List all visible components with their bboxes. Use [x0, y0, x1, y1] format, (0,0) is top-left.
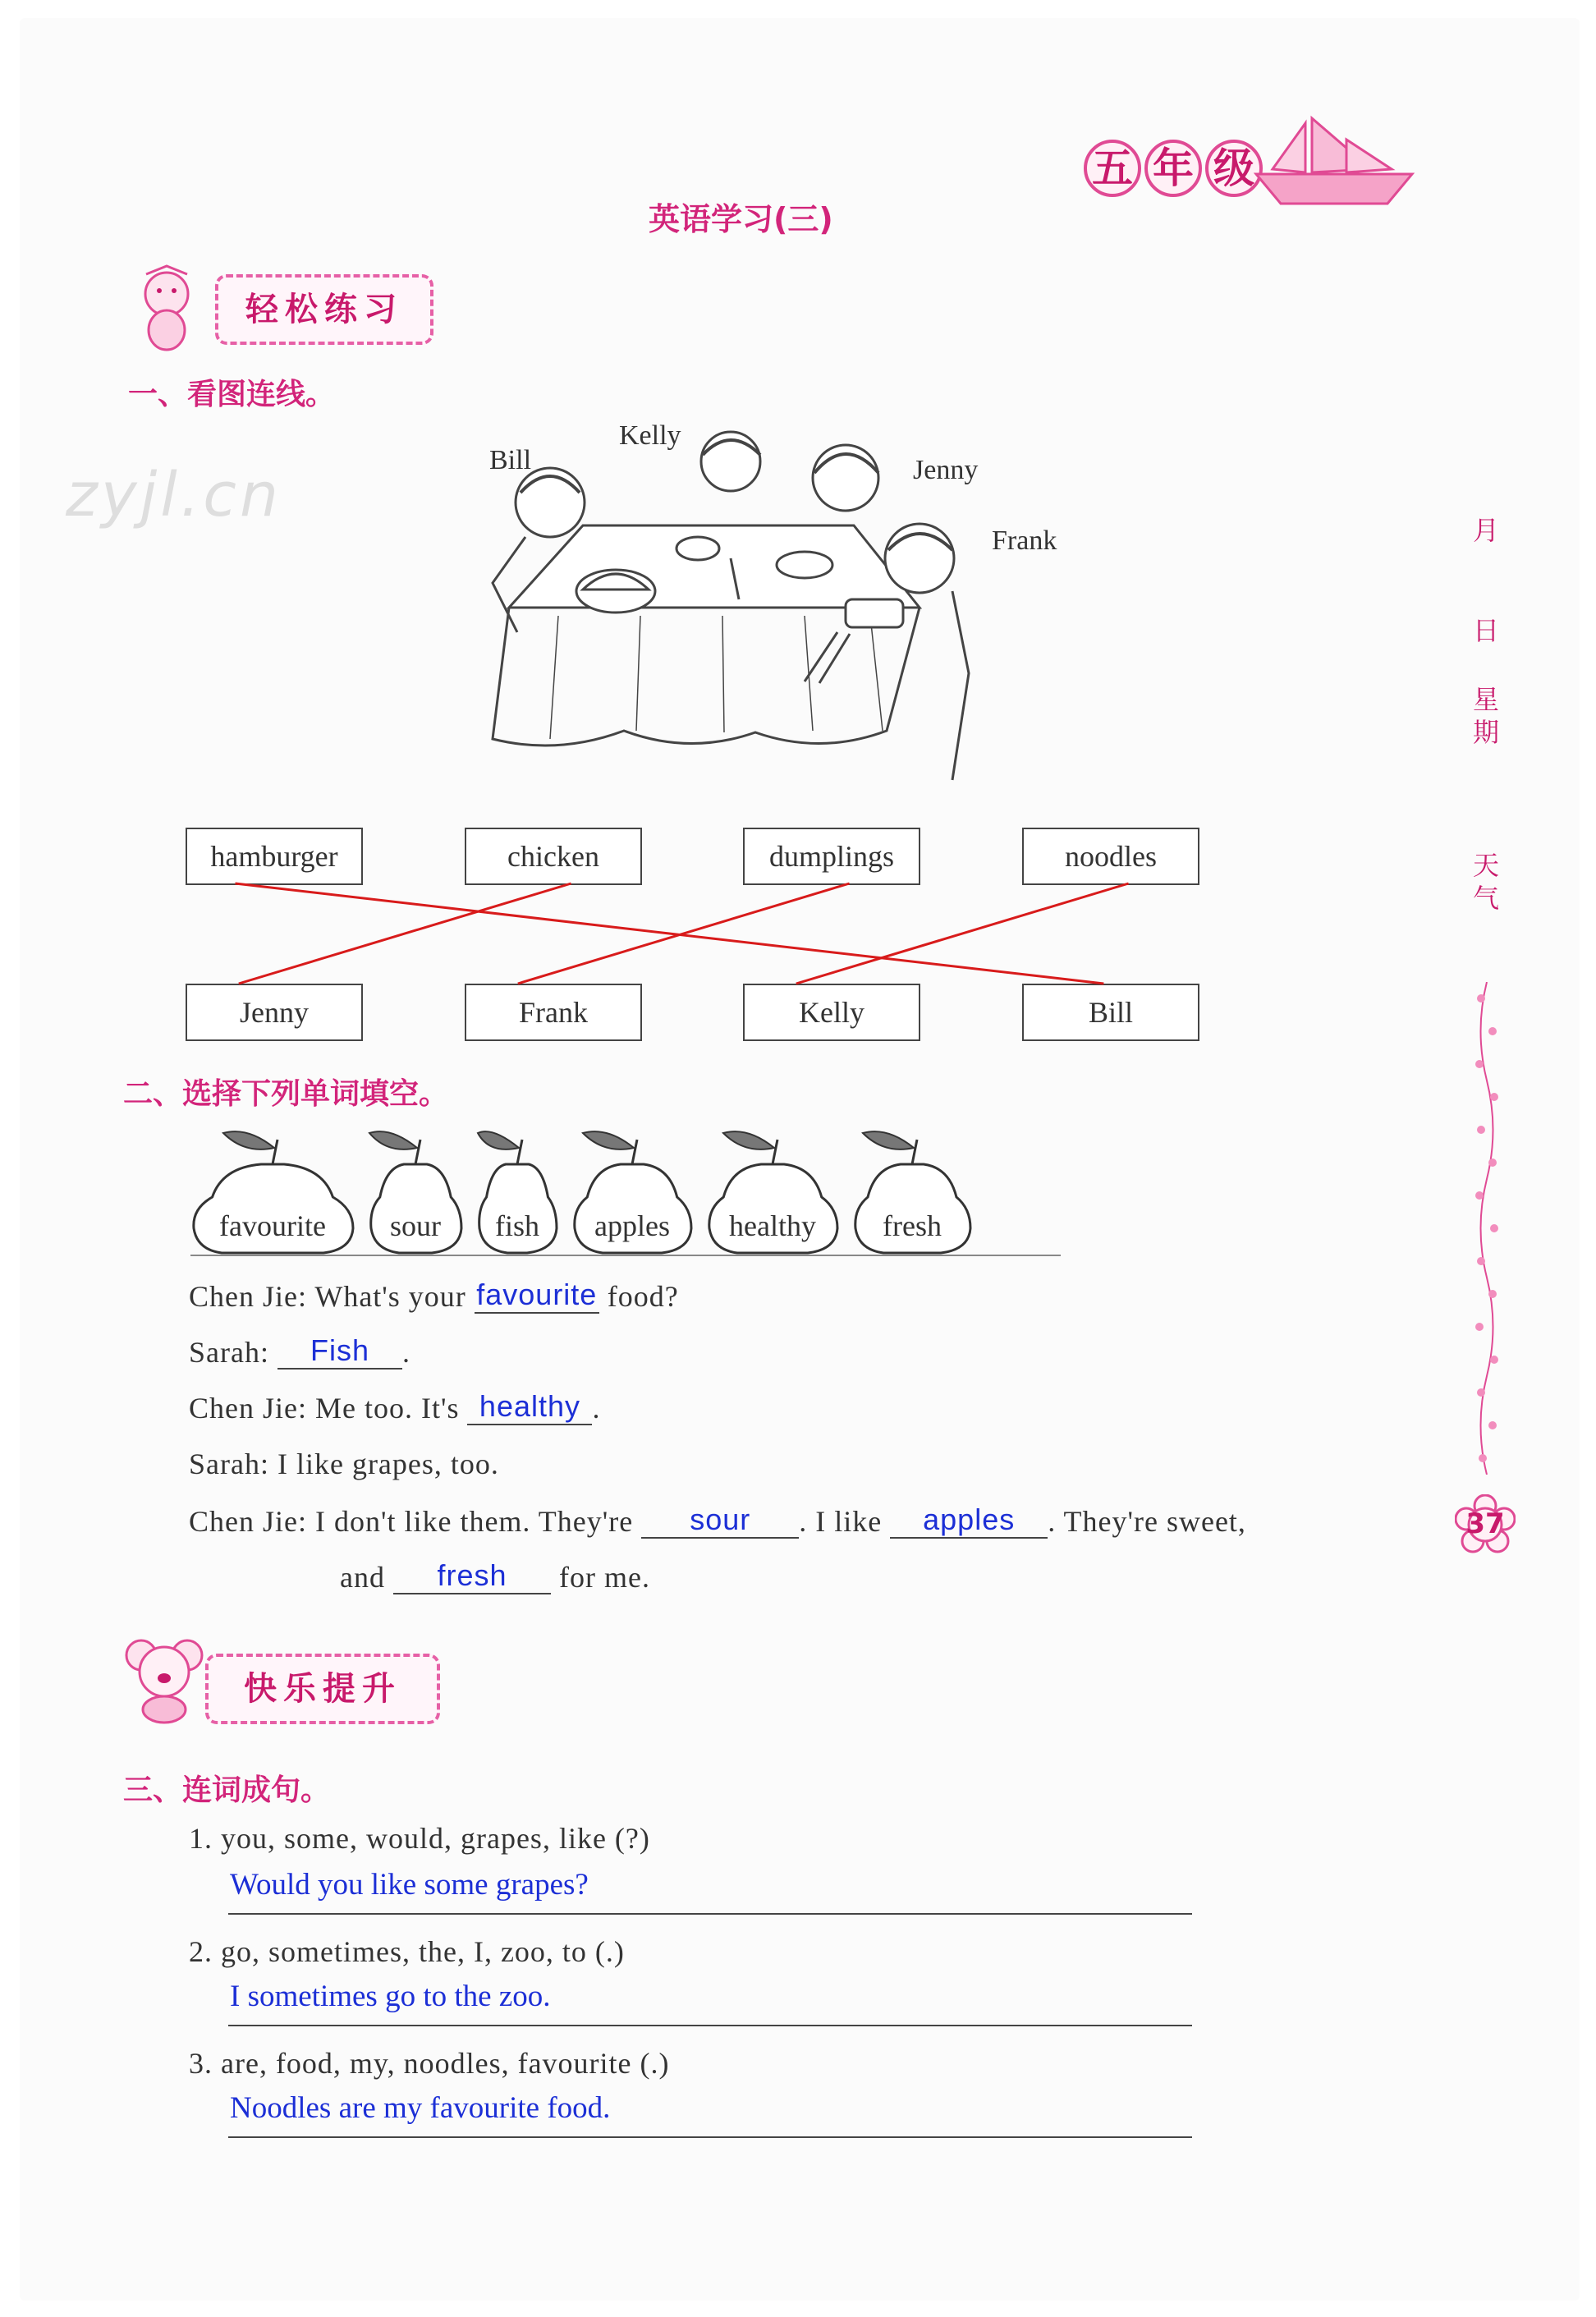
word-bank-pear: [570, 1126, 695, 1258]
word-bank-word: fresh: [883, 1209, 942, 1242]
section2-heading: 二、选择下列单词填空。: [123, 1077, 449, 1111]
answer-blank: [890, 1503, 1048, 1539]
weather-char: 气: [1472, 883, 1499, 914]
section3-heading: 三、连词成句。: [123, 1773, 331, 1807]
word-bank: [189, 1126, 1067, 1258]
answer-blank: [393, 1558, 551, 1594]
month-label: 月: [1472, 515, 1499, 546]
line-text: .: [401, 1336, 410, 1369]
line-text: for me.: [558, 1561, 650, 1594]
food-box: hamburger: [186, 828, 363, 885]
line-text: Me too. It's: [314, 1392, 460, 1425]
weekday-char: 星: [1472, 684, 1499, 715]
speaker: Chen Jie:: [189, 1392, 307, 1425]
word-bank-word: favourite: [219, 1209, 326, 1242]
person-box: Frank: [465, 984, 642, 1041]
dialogue-line-2: [189, 1333, 410, 1370]
answer-text: fresh: [437, 1558, 507, 1592]
word-bank-pear: [704, 1126, 841, 1258]
answer-text: healthy: [479, 1389, 581, 1423]
picture-name-bill: Bill: [489, 445, 532, 475]
page-title: 英语学习(三): [649, 201, 833, 237]
section1-banner: 轻松练习: [215, 274, 433, 345]
grade-char: 五: [1084, 140, 1141, 197]
weekday-char: 期: [1472, 717, 1499, 748]
line-text: . I like: [799, 1505, 883, 1538]
grade-char: 年: [1144, 140, 1202, 197]
sentence-answer: Noodles are my favourite food.: [230, 2091, 611, 2125]
line-text: I don't like them. They're: [314, 1505, 634, 1538]
answer-blank: [277, 1333, 402, 1370]
person-box: Jenny: [186, 984, 363, 1041]
line-text: I like grapes, too.: [277, 1448, 499, 1480]
picture-name-jenny: Jenny: [913, 455, 979, 485]
picture-name-kelly: Kelly: [619, 420, 681, 451]
line-text: What's your: [314, 1280, 466, 1313]
match-line: [235, 883, 1103, 984]
sentence-answer: I sometimes go to the zoo.: [230, 1980, 551, 2013]
match-line: [239, 883, 571, 984]
watermark: zyjl.cn: [66, 460, 282, 530]
person-box: Bill: [1022, 984, 1199, 1041]
word-bank-word: healthy: [729, 1209, 816, 1242]
sentence-prompt-3: 3. are, food, my, noodles, favourite (.): [189, 2047, 670, 2080]
dialogue-line-5: [189, 1503, 1246, 1539]
word-bank-word: apples: [594, 1209, 670, 1242]
weather-label: [1470, 849, 1502, 915]
food-box: noodles: [1022, 828, 1199, 885]
line-text: food?: [607, 1280, 679, 1313]
day-label: 日: [1472, 615, 1499, 646]
answer-text: favourite: [476, 1278, 598, 1311]
dialogue-line-6: [340, 1558, 650, 1594]
answer-blank: [475, 1278, 599, 1314]
word-bank-word: fish: [495, 1209, 539, 1242]
sentence-answer: Would you like some grapes?: [230, 1868, 589, 1902]
sentence-answer-line-1: [228, 1867, 1192, 1915]
answer-blank: [467, 1389, 592, 1425]
answer-text: Fish: [310, 1333, 369, 1367]
speaker: Chen Jie:: [189, 1280, 307, 1313]
answer-blank: [641, 1503, 799, 1539]
dialogue-line-3: [189, 1389, 600, 1425]
sentence-answer-line-2: [228, 1979, 1192, 2026]
speaker: Chen Jie:: [189, 1505, 307, 1538]
weekday-label: [1470, 683, 1502, 749]
word-bank-pear: [189, 1126, 356, 1258]
page-number: 37: [1465, 1507, 1505, 1540]
word-bank-word: sour: [390, 1209, 441, 1242]
answer-text: apples: [923, 1503, 1016, 1536]
speaker: Sarah:: [189, 1448, 269, 1480]
word-bank-pear: [851, 1126, 974, 1258]
food-box: dumplings: [743, 828, 920, 885]
section1-heading: 一、看图连线。: [128, 378, 336, 411]
line-text: .: [592, 1392, 601, 1425]
sentence-prompt-2: 2. go, sometimes, the, I, zoo, to (.): [189, 1935, 625, 1968]
word-bank-pear: [366, 1126, 465, 1258]
word-bank-baseline: [190, 1255, 1061, 1256]
person-box: Kelly: [743, 984, 920, 1041]
match-line: [518, 883, 850, 984]
weather-char: 天: [1472, 850, 1499, 881]
grade-char: 级: [1205, 140, 1263, 197]
food-box: chicken: [465, 828, 642, 885]
koala-mascot-icon: [123, 1634, 205, 1724]
sentence-prompt-1: 1. you, some, would, grapes, like (?): [189, 1822, 650, 1855]
dialogue-line-4: [189, 1447, 499, 1481]
match-lines: [0, 0, 1596, 1067]
line-text: . They're sweet,: [1048, 1505, 1246, 1538]
word-bank-pear: [475, 1126, 560, 1258]
picture-name-frank: Frank: [992, 525, 1057, 556]
answer-text: sour: [690, 1503, 751, 1536]
sentence-answer-line-3: [228, 2090, 1192, 2138]
match-line: [796, 883, 1129, 984]
flower-vine-decoration: [1466, 982, 1507, 1475]
dialogue-line-1: [189, 1278, 679, 1314]
line-text: and: [340, 1561, 385, 1594]
section3-banner: 快乐提升: [205, 1654, 440, 1724]
speaker: Sarah:: [189, 1336, 269, 1369]
